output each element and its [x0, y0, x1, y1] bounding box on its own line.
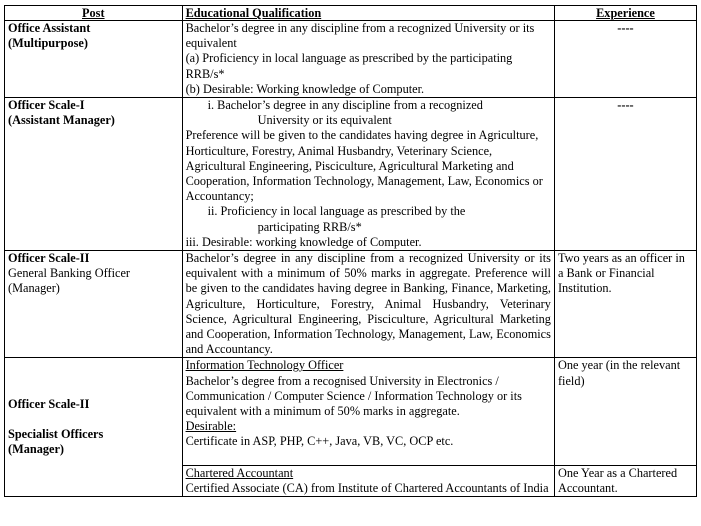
post-title: Officer Scale-II	[8, 396, 90, 411]
post-cell	[5, 98, 183, 251]
post-cell	[5, 21, 183, 98]
post-subtitle: (Assistant Manager)	[8, 113, 115, 128]
desirable-label: Desirable:	[185, 419, 237, 434]
experience-text: ----	[617, 98, 634, 113]
qualification-cell	[182, 251, 554, 358]
qualification-text: Bachelor’s degree in any discipline from a recognized University or its equivalent	[185, 21, 535, 51]
experience-text: ----	[617, 21, 634, 35]
experience-cell	[554, 358, 696, 465]
post-title: Office Assistant	[8, 21, 91, 35]
table-row	[5, 21, 697, 98]
post-title: Officer Scale-II	[8, 251, 90, 266]
qualification-text: Certificate in ASP, PHP, C++, Java, VB, VC, OCP etc.	[185, 434, 454, 449]
role-title: Chartered Accountant	[185, 465, 294, 480]
table-row	[5, 358, 697, 465]
header-post: Post	[5, 6, 183, 21]
qualification-text: i. Bachelor’s degree in any discipline from a recognized	[207, 98, 483, 113]
post-subtitle: (Manager)	[8, 281, 60, 296]
qualification-text: ii. Proficiency in local language as prescribed by the	[207, 204, 466, 219]
experience-text: Two years as an officer in a Bank or Financial Institution.	[557, 251, 685, 296]
experience-cell	[554, 21, 696, 98]
post-subtitle: General Banking Officer	[8, 266, 131, 281]
post-title: Officer Scale-I	[8, 98, 85, 113]
qualification-cell	[182, 21, 554, 98]
experience-cell	[554, 251, 696, 358]
table-row	[5, 251, 697, 358]
qualification-text: (a) Proficiency in local language as prescribed by the participating RRB/s*	[185, 51, 513, 81]
qualification-text: Certified Associate (CA) from Institute of Chartered Accountants of India	[185, 480, 549, 495]
qualification-cell	[182, 358, 554, 465]
table-row	[5, 98, 697, 251]
role-title: Information Technology Officer	[185, 358, 344, 373]
qualification-text: Bachelor’s degree in any discipline from a recognized University or its equivalent with a minimum of 50% marks in aggregate. Preference will be given to the candidates having degree in Banking, Finance, Marketing, Agriculture, Horticulture, Forestry, Animal Husbandry, Veterinary Science, Agricultural Engineering, Pisciculture, Agricultural Marketing and Cooperation, Information Technology, Management, Law, Economics and Accountancy.	[185, 251, 551, 357]
qualification-cell	[182, 98, 554, 251]
qualification-text: Preference will be given to the candidates having degree in Agriculture, Horticulture, Forestry, Animal Husbandry, Veterinary Science, Agricultural Engineering, Pisciculture, Agricultural Marketing and Cooperation, Information Technology, Management, Law, Economics or Accountancy;	[185, 128, 543, 204]
qualification-text: Bachelor’s degree from a recognised University in Electronics / Communication / Computer Science / Information Technology or its equivalent with a minimum of 50% marks in aggregate.	[185, 373, 522, 419]
qualification-text: University or its equivalent	[257, 113, 392, 128]
qualification-cell	[182, 465, 554, 496]
experience-cell	[554, 465, 696, 496]
experience-text: One year (in the relevant field)	[557, 358, 681, 388]
post-subtitle: (Multipurpose)	[8, 36, 88, 51]
qualification-text: (b) Desirable: Working knowledge of Computer.	[185, 81, 425, 96]
post-cell	[5, 251, 183, 358]
header-qualification: Educational Qualification	[182, 6, 554, 21]
header-experience: Experience	[554, 6, 696, 21]
qualification-table	[4, 5, 697, 497]
post-subtitle: (Manager)	[8, 442, 64, 457]
post-cell	[5, 358, 183, 497]
experience-cell	[554, 98, 696, 251]
post-subtitle: Specialist Officers	[8, 427, 104, 442]
qualification-text: participating RRB/s*	[257, 219, 362, 234]
experience-text: One Year as a Chartered Accountant.	[557, 465, 678, 495]
table-header-row	[5, 6, 697, 21]
qualification-text: iii. Desirable: working knowledge of Computer.	[185, 234, 422, 249]
